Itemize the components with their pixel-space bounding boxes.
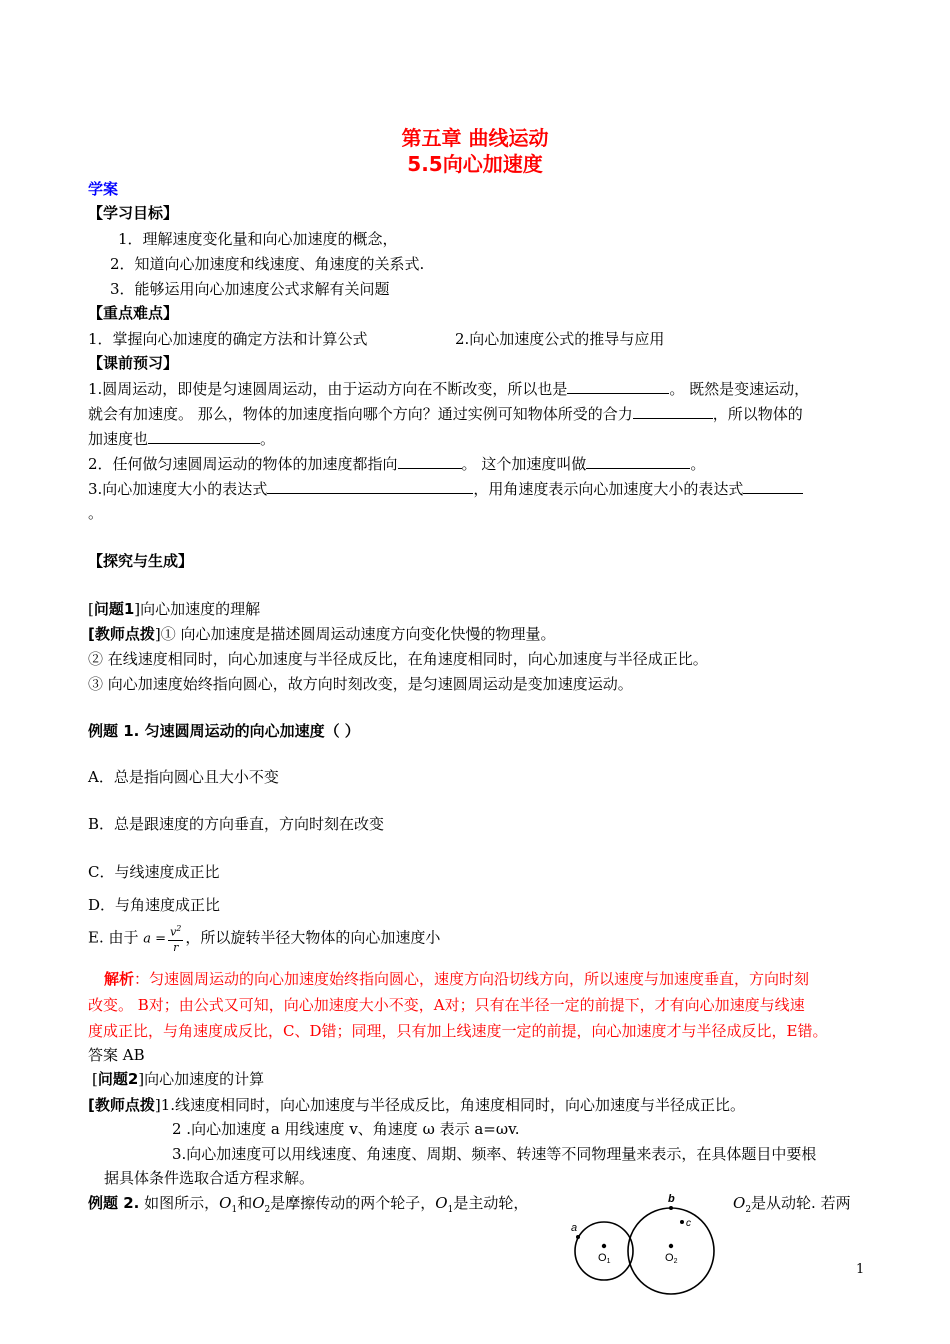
option-d: D．与角速度成正比 xyxy=(88,896,221,914)
formula-v: v xyxy=(170,925,177,939)
goal-item: 2．知道向心加速度和线速度、角速度的关系式. xyxy=(110,255,425,273)
option-a: A．总是指向圆心且大小不变 xyxy=(88,768,279,786)
center-o2 xyxy=(669,1244,673,1248)
preview-text: 1.圆周运动，即使是匀速圆周运动，由于运动方向在不断改变，所以也是 xyxy=(88,380,568,398)
formula-denominator: r xyxy=(173,940,179,954)
problem2-text: ]向心加速度的计算 xyxy=(138,1070,265,1088)
keypoint-item-1: 1．掌握向心加速度的确定方法和计算公式 xyxy=(88,330,368,348)
keypoints-heading: 【重点难点】 xyxy=(88,304,179,322)
label-a: a xyxy=(571,1222,578,1234)
preview-line-1 xyxy=(88,378,809,399)
point-a xyxy=(576,1235,580,1239)
keypoint-item-2: 2.向心加速度公式的推导与应用 xyxy=(455,330,665,348)
tip-text: ]① 向心加速度是描述圆周运动速度方向变化快慢的物理量。 xyxy=(154,625,556,643)
analysis-text: ：匀速圆周运动的向心加速度始终指向圆心，速度方向沿切线方向，所以速度与加速度垂直，方向时刻 xyxy=(134,970,810,988)
o2-sub: 2 xyxy=(745,1205,752,1215)
label-o1 xyxy=(598,1252,611,1265)
tip-tag: 教师点拨 xyxy=(94,625,155,643)
preview-line-5 xyxy=(88,478,803,499)
formula-exp: 2 xyxy=(176,924,182,933)
option-e-text: E. 由于 xyxy=(88,928,139,947)
label-o1-letter: O xyxy=(598,1252,607,1264)
example2-text: 是主动轮， xyxy=(453,1194,529,1212)
xuean-label: 学案 xyxy=(88,180,119,198)
o1-symbol: O xyxy=(435,1194,448,1212)
teacher-tip-1 xyxy=(88,623,556,644)
problem1-text: ]向心加速度的理解 xyxy=(134,600,261,618)
explore-heading: 【探究与生成】 xyxy=(88,552,194,570)
tip-text: ]1.线速度相同时，向心加速度与半径成反比，角速度相同时，向心加速度与半径成正比。 xyxy=(154,1096,746,1114)
goal-item: 1．理解速度变化量和向心加速度的概念， xyxy=(118,230,398,248)
label-o2-letter: O xyxy=(665,1252,674,1264)
preview-line-2 xyxy=(88,403,803,424)
center-o1 xyxy=(602,1244,606,1248)
option-c: C．与线速度成正比 xyxy=(88,863,220,881)
problem2-tip-3b: 据具体条件选取合适方程求解。 xyxy=(104,1169,315,1187)
fill-blank[interactable] xyxy=(633,404,713,419)
problem1-tag: 问题1 xyxy=(93,600,135,618)
point-b xyxy=(669,1206,673,1210)
answer: 答案 AB xyxy=(88,1046,145,1064)
example2-label: 例题 2. xyxy=(88,1194,140,1212)
example2-line-end xyxy=(733,1192,851,1215)
preview-text: 。 这个加速度叫做 xyxy=(461,455,587,473)
option-e xyxy=(88,922,440,955)
wheel-o2 xyxy=(628,1208,714,1294)
example2-text: 和 xyxy=(237,1194,253,1212)
analysis-line-3: 度成正比，与角速度成反比，C、D错；同理，只有加上线速度一定的前提，向心加速度才与半径成反比，E错。 xyxy=(88,1022,828,1040)
section-title: 5.5向心加速度 xyxy=(407,152,543,176)
o1-sub: 1 xyxy=(447,1205,454,1215)
example2-text: 如图所示， xyxy=(139,1194,220,1212)
example2-text: 是从动轮. 若两 xyxy=(751,1194,851,1212)
label-o1-sub: 1 xyxy=(606,1258,611,1265)
problem2-tip-1 xyxy=(88,1094,745,1115)
o2-symbol: O xyxy=(733,1194,746,1212)
o1-sub: 1 xyxy=(231,1205,238,1215)
fill-blank[interactable] xyxy=(586,454,690,469)
preview-text: 3.向心加速度大小的表达式 xyxy=(88,480,268,498)
preview-heading: 【课前预习】 xyxy=(88,354,179,372)
fill-blank[interactable] xyxy=(398,454,462,469)
problem2-tag: 问题2 xyxy=(97,1070,139,1088)
label-b: b xyxy=(668,1193,675,1205)
label-c: c xyxy=(686,1218,691,1229)
problem2-title xyxy=(92,1068,264,1089)
preview-text: ，所以物体的 xyxy=(712,405,803,423)
formula-numerator xyxy=(168,922,183,941)
problem2-tip-2: 2 .向心加速度 a 用线速度 v、角速度 ω 表示 a=ωv. xyxy=(172,1120,520,1138)
fill-blank[interactable] xyxy=(567,379,669,394)
preview-text: 就会有加速度。 那么，物体的加速度指向哪个方向？通过实例可知物体所受的合力 xyxy=(88,405,633,423)
point-c xyxy=(680,1220,684,1224)
preview-text: 加速度也 xyxy=(88,430,149,448)
goals-heading: 【学习目标】 xyxy=(88,204,179,222)
o2-symbol: O xyxy=(252,1194,265,1212)
option-b: B．总是跟速度的方向垂直，方向时刻在改变 xyxy=(88,815,385,833)
fill-blank[interactable] xyxy=(148,429,260,444)
teacher-tip-2: ② 在线速度相同时，向心加速度与半径成反比，在角速度相同时，向心加速度与半径成正比。 xyxy=(88,650,708,668)
wheel-o1 xyxy=(575,1222,633,1280)
problem2-tip-3a: 3.向心加速度可以用线速度、角速度、周期、频率、转速等不同物理量来表示，在具体题目中要根 xyxy=(172,1145,817,1163)
analysis-line-1 xyxy=(104,968,809,989)
preview-text: ，用角速度表示向心加速度大小的表达式 xyxy=(473,480,744,498)
problem1-title xyxy=(88,598,260,619)
bracket: [ xyxy=(92,1070,98,1088)
formula-fraction xyxy=(168,922,183,955)
preview-text: 。 xyxy=(260,430,276,448)
teacher-tip-3: ③ 向心加速度始终指向圆心，故方向时刻改变，是匀速圆周运动是变加速度运动。 xyxy=(88,675,633,693)
example2-text: 是摩擦传动的两个轮子， xyxy=(270,1194,436,1212)
goal-item: 3．能够运用向心加速度公式求解有关问题 xyxy=(110,280,390,298)
page-number: 1 xyxy=(856,1262,865,1277)
o2-sub: 2 xyxy=(264,1205,271,1215)
preview-line-6: 。 xyxy=(88,504,104,522)
bracket: [ xyxy=(88,600,94,618)
option-e-text: ，所以旋转半径大物体的向心加速度小 xyxy=(185,928,441,947)
o1-symbol: O xyxy=(219,1194,232,1212)
example2-line xyxy=(88,1192,528,1215)
analysis-label: 解析 xyxy=(104,970,135,988)
preview-text: 。 既然是变速运动， xyxy=(669,380,810,398)
label-o2 xyxy=(665,1252,678,1265)
label-o2-sub: 2 xyxy=(673,1258,678,1265)
preview-line-4 xyxy=(88,453,705,474)
tip-tag: 教师点拨 xyxy=(94,1096,155,1114)
bracket: [ xyxy=(88,1096,95,1114)
analysis-line-2: 改变。 B对；由公式又可知，向心加速度大小不变，A对；只有在半径一定的前提下，才有向心加速度与线速 xyxy=(88,996,805,1014)
formula-lhs: a = xyxy=(143,931,167,947)
preview-text: 2．任何做匀速圆周运动的物体的加速度都指向 xyxy=(88,455,398,473)
preview-text: 。 xyxy=(690,455,706,473)
chapter-title: 第五章 曲线运动 xyxy=(401,126,549,150)
fill-blank[interactable] xyxy=(267,479,473,494)
bracket: [ xyxy=(88,625,95,643)
fill-blank[interactable] xyxy=(743,479,803,494)
example1-question: 例题 1. 匀速圆周运动的向心加速度（ ） xyxy=(88,722,360,740)
preview-line-3 xyxy=(88,428,275,449)
friction-wheels-figure xyxy=(560,1185,730,1310)
